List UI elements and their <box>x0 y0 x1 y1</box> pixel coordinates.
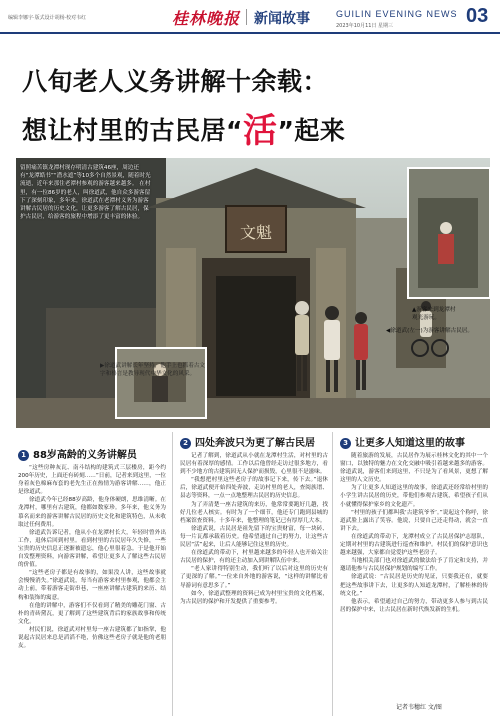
column-divider-2 <box>332 432 333 716</box>
paragraph: “这些房种灰瓦、南斗结构的建筑式三层楼房，距今约200年历史，上面还有砖刻……”日前，记者来到这里，一位身着灰色棉麻布套的老先生正在热情为游客讲解……，他正是徐道武。 <box>18 465 166 496</box>
caption-right-line1: ▲游客来到龙潭村 <box>412 307 456 313</box>
headline-highlight: 活 <box>242 111 278 151</box>
section-3-heading <box>340 434 465 449</box>
header-divider <box>246 9 247 25</box>
photo-caption-intro: 留照痛苦镇龙潭村现存明清古建筑46座，周边还有“龙潭皓书”“潜水遮”等10多个自然景观，随着时光流逝，近年来那住老潭村参观的游客越来越多。 在村里，有一位86岁的老人，叫徐道武，他自众多游客留下了深刻印象，多年来，徐道武在老潭村义务为游客讲解古民居的历史文化，让更多游客了解古民居，保护古民居，给游客的旅程中增添了更丰富的体验。 <box>20 165 151 221</box>
headline-pre: 想让村里的古民居“ <box>22 116 243 145</box>
headline-post: ”起来 <box>277 116 346 145</box>
section-1-number: 1 <box>18 450 29 461</box>
paragraph: “我想把村里这些老房子的故事记下来，传下去。”退休后，徐道武便开始四处奔波，走访村里的老人，查阅族谱、县志等资料，一点一点地整理古民居的历史信息。 <box>180 477 328 500</box>
section-3-title: 让更多人知道这里的故事 <box>355 438 465 449</box>
section-name: 新闻故事 <box>254 11 310 27</box>
paragraph: 当地相关部门也对徐道武的做法给予了肯定和支持，并邀请他参与古民居保护规划的编写工作。 <box>340 558 488 573</box>
paragraph: 他表示，希望通过自己的努力，带动更多人参与到古民居的保护中来，让古民居在新时代焕发新的生机。 <box>340 598 488 613</box>
paragraph: 徐道武今年已经88岁高龄，他身体硬朗，思维清晰。在龙潭村，哪里有古建筑，他都如数家珍。多年来，他义务为慕名而来的游客讲解古民居的历史文化和建筑特色，从未收取过任何费用。 <box>18 497 166 528</box>
paragraph: 在徐道武的带动下，村里越来越多的年轻人也开始关注古民居的保护，有的还主动加入到讲解队伍中来。 <box>180 550 328 565</box>
section-3-number: 3 <box>340 438 351 449</box>
section-2-heading <box>180 434 315 449</box>
page-number: 03 <box>466 5 489 27</box>
article-column-2 <box>180 452 328 718</box>
page-header <box>0 0 500 34</box>
main-photo <box>16 158 490 428</box>
paragraph: 村民们说，徐道武对村里每一座古建筑都了如指掌，他说起古民居来总是滔滔不绝，仿佛这些老房子就是他的老朋友。 <box>18 626 166 650</box>
paragraph: 徐道武告诉记者，他从小在龙潭村长大，年轻时曾外出工作，退休后回到村里。看到村里的古民居年久失修，一些宝贵的历史信息正逐渐被遗忘，他心里很着急。于是他开始自发整理资料，向游客讲解，希望让更多人了解这些古民居的价值。 <box>18 529 166 569</box>
plaque-text: 文魁 <box>239 223 273 242</box>
paragraph: 为了弄清楚一座古建筑的来历，他常常要跑好几趟，找好几位老人核实。有时为了一个细节，他还专门跑到县城的档案馆查资料。十多年来，他整理的笔记已有厚厚几大本。 <box>180 501 328 524</box>
photo-caption-right <box>412 306 455 322</box>
byline: 记者韦穗红 文/图 <box>396 704 442 711</box>
paragraph: “村里的孩子们都叫我‘古建筑爷爷’。”说起这个称呼，徐道武脸上露出了笑容。他说，只要自己还走得动，就会一直讲下去。 <box>340 509 488 532</box>
paragraph: 记者了解到，徐道武从小就在龙潭村生活，对村里的古民居有着深厚的感情。工作以后他曾经走访过很多地方，看到不少地方的古建筑因无人保护而损毁，心里很不是滋味。 <box>180 453 328 476</box>
paragraph: 为了让更多人知道这里的故事，徐道武还经常给村里的小学生讲古民居的历史，带他们参观古建筑，希望孩子们从小就懂得保护家乡的文化遗产。 <box>340 485 488 508</box>
paragraph: “老人家讲得特别生动，我们听了以后对这里的历史有了更深的了解。”一位来自外地的游客说，“这样的讲解比看导游词有意思多了。” <box>180 566 328 589</box>
section-1-heading <box>18 446 137 461</box>
paragraph: 在他的讲解中，游客们不仅看到了精美的雕花门窗、古朴的青砖黛瓦，更了解到了这些建筑背后的家族故事和传统文化。 <box>18 602 166 625</box>
paragraph: 如今，徐道武整理的资料已成为村里宝贵的文化档案，为古民居的保护和开发提供了重要参考。 <box>180 590 328 605</box>
headline-line1: 八旬老人义务讲解十余载： <box>22 67 329 96</box>
paragraph: 随着旅游的发展，古民居作为展示桂林文化的其中一个窗口，以独特的魅力在文化交融中吸引着越来越多的游客。徐道武说，游客们来到这里，不只是为了看风景，更想了解这里的人文历史。 <box>340 453 488 484</box>
editor-credits: 编辑李娜宇·版式设计胡杨·校对韦红 <box>8 15 87 21</box>
headline-line2 <box>22 100 492 149</box>
paragraph: 徐道武说：“古民居是历史的见证，只要我还在，就要把这些故事讲下去，让更多的人知道龙潭村，了解桂林的传统文化。” <box>340 574 488 597</box>
article-column-1 <box>18 464 166 718</box>
paragraph: “这些老房子都是有故事的，如果没人讲，这些故事就会慢慢消失。”徐道武说，每当有游客来村里参观，他都会主动上前，带着游客走街串巷，一座座讲解古建筑的来历、结构和装饰的寓意。 <box>18 570 166 601</box>
caption-right-line2: 观光游玩。 <box>412 315 440 321</box>
paragraph: 在徐道武的带动下，龙潭村成立了古民居保护志愿队，定期对村里的古建筑进行巡查和维护。村民们的保护意识也越来越强，大家都自觉爱护这些老房子。 <box>340 533 488 557</box>
photo-caption-bottom: ◀徐道武(左一)为游客讲解古民居。 <box>386 328 473 334</box>
section-2-title: 四处奔波只为更了解古民居 <box>195 438 315 449</box>
section-1-title: 88岁高龄的义务讲解员 <box>33 450 137 461</box>
article-column-3 <box>340 452 488 698</box>
column-divider-1 <box>172 432 173 716</box>
inset-caption: ▶徐道武讲解长年坚持，他手上也抓着古文字和格言是教导现代中华文化的风采。 <box>100 363 205 377</box>
issue-date: 2023年10月11日 星期三 <box>336 23 394 29</box>
paragraph: 徐道武说，古民居是祖先留下的宝贵财富，每一块砖、每一片瓦都承载着历史。他希望通过自己的努力，让这些古民居“活”起来，让后人能够记住这里的历史。 <box>180 525 328 549</box>
section-2-number: 2 <box>180 438 191 449</box>
newspaper-logo: 桂林晚报 <box>172 9 241 28</box>
english-title: GUILIN EVENING NEWS <box>336 9 458 19</box>
